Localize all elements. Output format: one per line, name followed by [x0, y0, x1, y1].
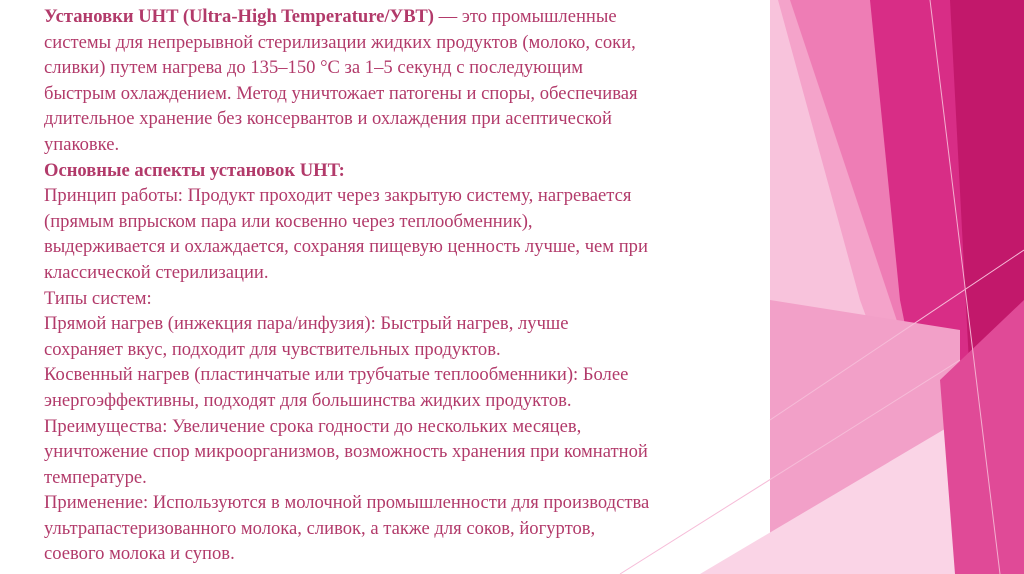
- principle-line-1: Принцип работы: Продукт проходит через закрытую систему, нагревается: [44, 185, 632, 207]
- application-line-3: соевого молока и супов.: [44, 543, 235, 565]
- direct-heating-line-2: сохраняет вкус, подходит для чувствительных продуктов.: [44, 338, 501, 360]
- slide-text-body: [44, 4, 764, 567]
- direct-heating-line-1: Прямой нагрев (инжекция пара/инфузия): Быстрый нагрев, лучше: [44, 313, 569, 335]
- indirect-heating-line-2: энергоэффективны, подходят для большинства жидких продуктов.: [44, 389, 572, 411]
- principle-line-2: (прямым впрыском пара или косвенно через теплообменник),: [44, 210, 533, 232]
- intro-line-1-rest: — это промышленные: [433, 6, 617, 27]
- advantages-line-3: температуре.: [44, 466, 147, 488]
- intro-paragraph: [44, 4, 764, 30]
- aspects-heading: Основные аспекты установок UHT:: [44, 159, 345, 181]
- intro-line-4: быстрым охлаждением. Метод уничтожает патогены и споры, обеспечивая: [44, 82, 638, 104]
- indirect-heating-line-1: Косвенный нагрев (пластинчатые или трубчатые теплообменники): Более: [44, 364, 629, 386]
- principle-line-4: классической стерилизации.: [44, 261, 269, 283]
- intro-lead-bold: Установки UHT (Ultra-High Temperature/УВТ): [44, 6, 434, 27]
- application-line-2: ультрапастеризованного молока, сливок, а также для соков, йогуртов,: [44, 517, 596, 539]
- types-heading: Типы систем:: [44, 287, 152, 309]
- application-line-1: Применение: Используются в молочной промышленности для производства: [44, 492, 650, 514]
- intro-line-2: системы для непрерывной стерилизации жидких продуктов (молоко, соки,: [44, 31, 636, 53]
- intro-line-3: сливки) путем нагрева до 135–150 °C за 1–5 секунд с последующим: [44, 57, 584, 79]
- principle-line-3: выдерживается и охлаждается, сохраняя пищевую ценность лучше, чем при: [44, 236, 648, 258]
- intro-line-6: упаковке.: [44, 133, 120, 155]
- advantages-line-1: Преимущества: Увеличение срока годности до нескольких месяцев,: [44, 415, 582, 437]
- intro-line-5: длительное хранение без консервантов и охлаждения при асептической: [44, 108, 612, 130]
- advantages-line-2: уничтожение спор микроорганизмов, возможность хранения при комнатной: [44, 441, 648, 463]
